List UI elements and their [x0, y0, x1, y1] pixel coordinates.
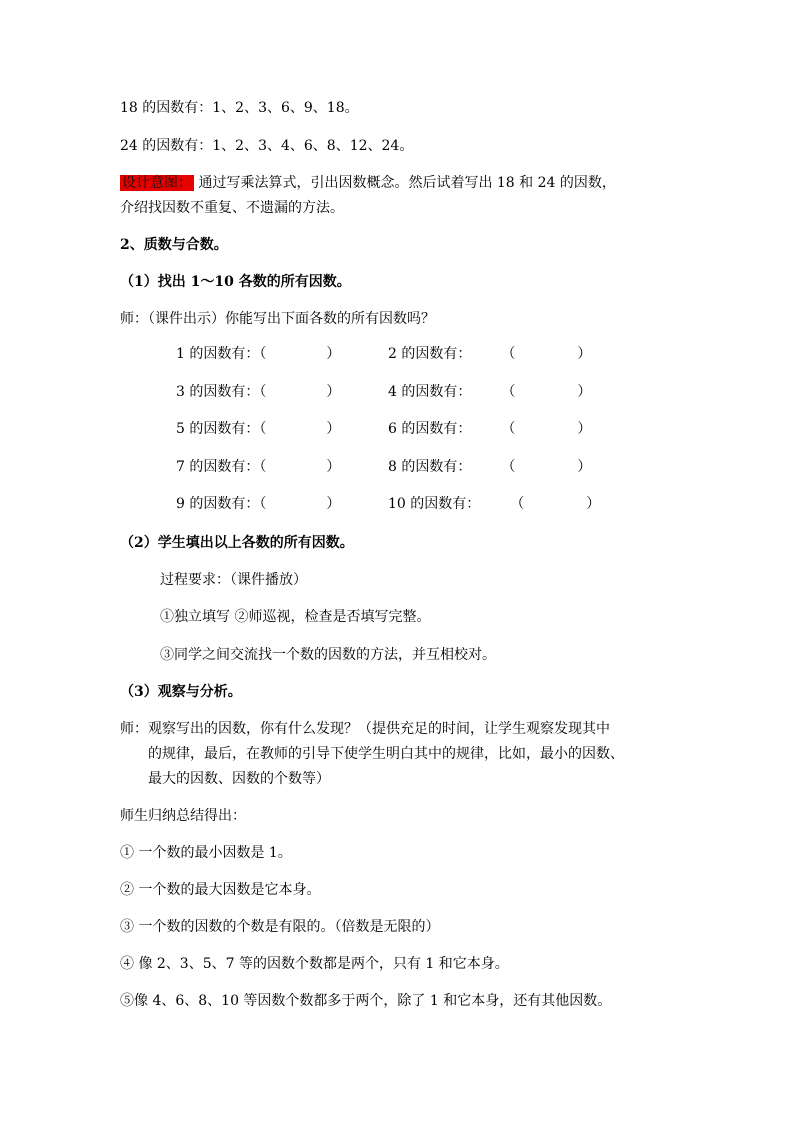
- conclusion-item: ② 一个数的最大因数是它本身。: [120, 882, 321, 898]
- conclusion-item: ① 一个数的最小因数是 1。: [120, 845, 292, 861]
- conclusion-item: ⑤像 4、6、8、10 等因数个数都多于两个，除了 1 和它本身，还有其他因数。: [120, 993, 612, 1009]
- paren-close: ）: [577, 346, 592, 362]
- grid-row: [176, 382, 596, 420]
- factor-prompt: 6 的因数有：: [388, 421, 472, 437]
- paren-open: （: [501, 383, 516, 400]
- paren-close: ）: [577, 383, 592, 400]
- grid-cell-right: [388, 494, 600, 514]
- subheading-students-fill: （2）学生填出以上各数的所有因数。: [120, 535, 354, 551]
- factor-prompt: 10 的因数有：: [388, 496, 481, 512]
- paren-close: ）: [586, 496, 601, 512]
- grid-row: [176, 457, 596, 495]
- design-intent-line-2: 介绍找因数不重复、不遗漏的方法。: [120, 200, 344, 216]
- paren-open: （: [501, 458, 516, 475]
- grid-cell-left: [176, 419, 340, 439]
- factor-prompt: 4 的因数有：: [388, 383, 472, 400]
- factor-prompt: 7 的因数有：（: [176, 458, 267, 475]
- teacher-prompt: 师：（课件出示）你能写出下面各数的所有因数吗？: [120, 311, 435, 327]
- paren-close: ）: [326, 421, 341, 437]
- factor-prompt: 3 的因数有：（: [176, 383, 267, 400]
- paren-close: ）: [326, 346, 341, 362]
- grid-row: [176, 344, 596, 382]
- factor-prompt: 9 的因数有：（: [176, 496, 267, 512]
- summary-intro: 师生归纳总结得出：: [120, 808, 246, 824]
- paren-close: ）: [577, 421, 592, 437]
- grid-cell-right: [388, 382, 591, 402]
- observe-line-2: 的规律，最后，在教师的引导下使学生明白其中的规律，比如，最小的因数、: [148, 746, 624, 762]
- grid-cell-left: [176, 494, 340, 514]
- process-step-2: ③同学之间交流找一个数的因数的方法，并互相校对。: [160, 647, 496, 663]
- factor-prompt: 8 的因数有：: [388, 458, 472, 475]
- factor-prompt: 2 的因数有：: [388, 346, 472, 362]
- paren-open: （: [510, 496, 525, 512]
- grid-cell-left: [176, 382, 340, 402]
- subheading-find-factors: （1）找出 1～10 各数的所有因数。: [120, 274, 351, 290]
- design-intent-line-1: [120, 173, 616, 193]
- conclusion-item: ④ 像 2、3、5、7 等的因数个数都是两个，只有 1 和它本身。: [120, 956, 509, 972]
- factor-prompt: 1 的因数有：（: [176, 346, 267, 362]
- paren-open: （: [501, 421, 516, 437]
- factor-fill-grid: [176, 344, 601, 532]
- observe-line-1: 师：观察写出的因数，你有什么发现？（提供充足的时间，让学生观察发现其中: [120, 721, 610, 737]
- paren-close: ）: [326, 383, 341, 400]
- conclusion-item: ③ 一个数的因数的个数是有限的。（倍数是无限的）: [120, 919, 440, 935]
- grid-row: [176, 419, 596, 457]
- paren-close: ）: [577, 458, 592, 475]
- subheading-observe: （3）观察与分析。: [120, 684, 242, 700]
- process-step-1: ①独立填写 ②师巡视，检查是否填写完整。: [160, 609, 431, 625]
- section-heading-primes: 2、质数与合数。: [120, 237, 228, 253]
- factors-18-line: 18 的因数有：1、2、3、6、9、18。: [120, 100, 359, 116]
- factors-24-line: 24 的因数有：1、2、3、4、6、8、12、24。: [120, 138, 414, 154]
- process-requirements: 过程要求：（课件播放）: [160, 572, 307, 588]
- grid-cell-left: [176, 344, 340, 364]
- design-intent-tag: 设计意图：: [122, 175, 192, 191]
- paren-close: ）: [326, 496, 341, 512]
- grid-cell-right: [388, 344, 591, 364]
- design-intent-text-1: 通过写乘法算式，引出因数概念。然后试着写出 18 和 24 的因数，: [198, 175, 616, 191]
- grid-cell-right: [388, 457, 591, 477]
- factor-prompt: 5 的因数有：（: [176, 421, 267, 437]
- paren-open: （: [501, 346, 516, 362]
- grid-row: [176, 494, 601, 532]
- paren-close: ）: [326, 458, 341, 475]
- observe-line-3: 最大的因数、因数的个数等）: [148, 771, 330, 787]
- grid-cell-right: [388, 419, 591, 439]
- grid-cell-left: [176, 457, 340, 477]
